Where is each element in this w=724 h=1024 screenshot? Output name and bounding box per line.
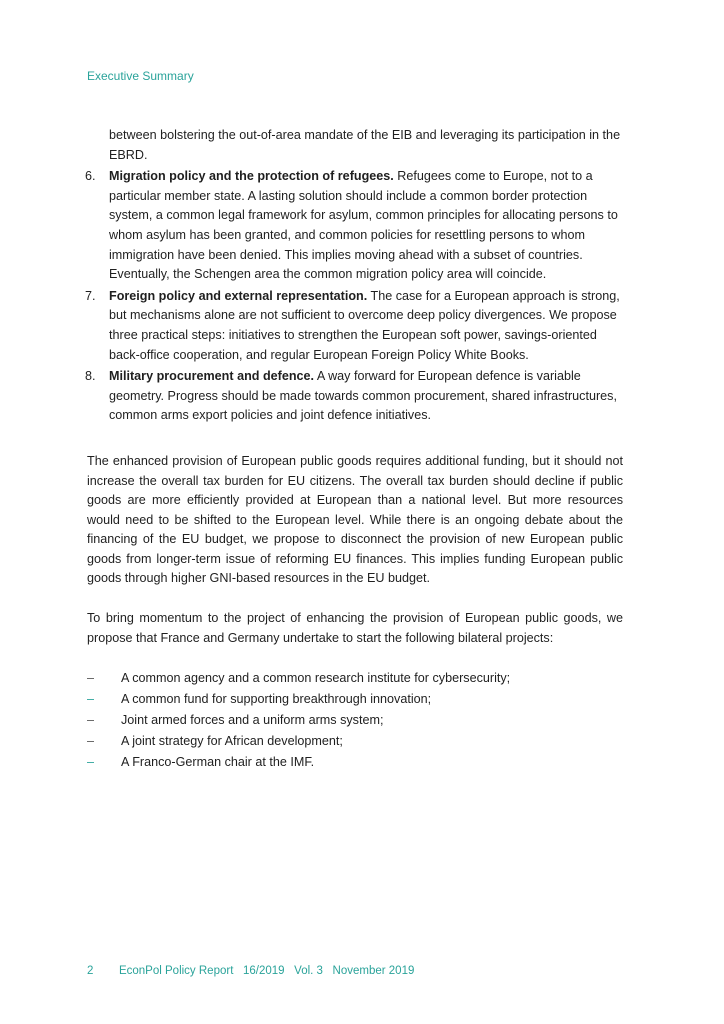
list-item xyxy=(87,731,623,752)
list-item xyxy=(87,287,623,365)
running-header: Executive Summary xyxy=(87,69,194,83)
item-text: Refugees come to Europe, not to a particular member state. A lasting solution should include a common border protection system, a common legal framework for asylum, common principles for allocating persons to whom asylum has been granted, and common policies for resettling persons to whom immigration have been denied. This implies moving ahead with a subset of countries. Eventually, the Schengen area the common migration policy area will coincide. xyxy=(109,169,618,282)
list-item xyxy=(87,689,623,710)
bilateral-projects-list xyxy=(87,668,623,773)
dash-bullet: – xyxy=(87,671,95,686)
list-item xyxy=(87,710,623,731)
project-text: Joint armed forces and a uniform arms system; xyxy=(121,713,384,728)
item-text: The case for a European approach is strong, but mechanisms alone are not sufficient to overcome deep policy divergences. We propose three practical steps: initiatives to strengthen the European soft power, savings-oriented back-office cooperation, and regular European Foreign Policy White Books. xyxy=(109,288,620,362)
body-paragraph: The enhanced provision of European public goods requires additional funding, but it should not increase the overall tax burden for EU citizens. The overall tax burden should decline if public goods are more efficiently provided at European than a national level. But more resources would need to be shifted to the European level. While there is an ongoing debate about the financing of the EU budget, we propose to disconnect the provision of new European public goods from longer-term issue of reforming EU finances. This implies funding European public goods through higher GNI-based resources in the EU budget. xyxy=(87,453,623,586)
body-paragraph: To bring momentum to the project of enhancing the provision of European public goods, we propose that France and Germany undertake to start the following bilateral projects: xyxy=(87,611,623,645)
page-footer xyxy=(87,965,414,977)
issue-number: 16/2019 xyxy=(242,965,285,977)
volume: Vol. 3 xyxy=(294,965,323,977)
item-lead: Military procurement and defence. xyxy=(109,369,315,384)
item-lead: Foreign policy and external representation. xyxy=(109,288,368,303)
numbered-list xyxy=(87,167,623,426)
dash-bullet: – xyxy=(87,713,95,728)
item-lead: Migration policy and the protection of refugees. xyxy=(109,169,394,184)
project-text: A joint strategy for African development; xyxy=(121,734,343,749)
project-text: A common agency and a common research institute for cybersecurity; xyxy=(121,671,511,686)
dash-bullet: – xyxy=(87,692,95,707)
item-number: 8. xyxy=(85,369,96,384)
continuation-text: between bolstering the out-of-area mandate of the EIB and leveraging its participation in the EBRD. xyxy=(109,128,621,162)
list-item xyxy=(87,367,623,426)
list-item xyxy=(87,167,623,285)
publication-name: EconPol Policy Report xyxy=(118,965,234,977)
project-text: A common fund for supporting breakthrough innovation; xyxy=(121,692,432,707)
item-number: 7. xyxy=(85,288,96,303)
list-item xyxy=(87,752,623,773)
page-content xyxy=(87,126,623,773)
item-text: A way forward for European defence is variable geometry. Progress should be made towards common procurement, shared infrastructures, common arms export policies and joint defence initiatives. xyxy=(109,369,617,423)
list-item xyxy=(87,668,623,689)
dash-bullet: – xyxy=(87,755,95,770)
publication-date: November 2019 xyxy=(332,965,415,977)
dash-bullet: – xyxy=(87,734,95,749)
item-number: 6. xyxy=(85,169,96,184)
page-number: 2 xyxy=(87,965,94,977)
project-text: A Franco-German chair at the IMF. xyxy=(121,755,315,770)
